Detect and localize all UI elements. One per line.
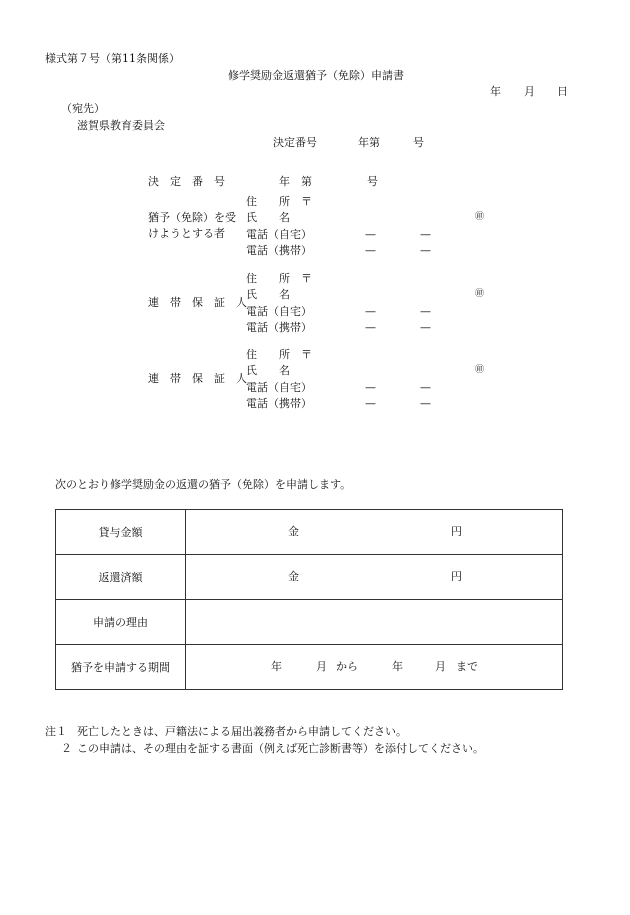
phone-home-dash-2: — xyxy=(420,381,431,394)
loan-amount-label: 貸与金額 xyxy=(56,510,186,555)
phone-home-label: 電話（自宅） xyxy=(246,381,312,394)
guarantor-label: 連 帯 保 証 人 xyxy=(148,372,247,385)
phone-home-dash-1: — xyxy=(365,381,376,394)
note-1-text: 死亡したときは、戸籍法による届出義務者から申請してください。 xyxy=(77,725,407,738)
phone-mobile-dash-1: — xyxy=(365,321,376,334)
phone-home-dash-1: — xyxy=(365,228,376,241)
decision-number-label: 決定番号 xyxy=(273,136,317,149)
phone-mobile-label: 電話（携帯） xyxy=(246,244,312,257)
table-row xyxy=(56,555,563,600)
reason-field[interactable] xyxy=(186,600,563,645)
phone-mobile-dash-2: — xyxy=(420,244,431,257)
loan-amount-field[interactable] xyxy=(186,510,563,555)
seal-mark: ㊞ xyxy=(475,289,485,299)
phone-mobile-dash-1: — xyxy=(365,244,376,257)
note-1-number: 注１ xyxy=(45,725,67,738)
name-label: 氏 名 xyxy=(246,211,290,224)
application-statement: 次のとおり修学奨励金の返還の猶予（免除）を申請します。 xyxy=(55,478,352,491)
repaid-amount-label: 返還済額 xyxy=(56,555,186,600)
date-month-label: 月 xyxy=(524,85,535,98)
money-prefix: 金 xyxy=(288,570,299,583)
table-row xyxy=(56,510,563,555)
period-from: から xyxy=(336,660,358,673)
block-decision-year: 年 第 xyxy=(279,175,312,188)
period-until: まで xyxy=(456,660,478,673)
table-row xyxy=(56,600,563,645)
phone-home-label: 電話（自宅） xyxy=(246,305,312,318)
name-label: 氏 名 xyxy=(246,364,290,377)
phone-mobile-dash-1: — xyxy=(365,397,376,410)
date-year-label: 年 xyxy=(490,85,501,98)
money-suffix: 円 xyxy=(451,570,462,583)
application-table xyxy=(55,509,563,690)
phone-mobile-dash-2: — xyxy=(420,397,431,410)
decision-year-label: 年第 xyxy=(358,136,380,149)
phone-home-label: 電話（自宅） xyxy=(246,228,312,241)
block-decision-no: 号 xyxy=(367,175,378,188)
repaid-amount-field[interactable] xyxy=(186,555,563,600)
seal-mark: ㊞ xyxy=(475,365,485,375)
address-label: 住 所 〒 xyxy=(246,195,312,208)
addressee-name: 滋賀県教育委員会 xyxy=(77,119,165,132)
block-decision-label: 決 定 番 号 xyxy=(148,175,225,188)
period-month-2: 月 xyxy=(435,660,446,673)
money-prefix: 金 xyxy=(288,525,299,538)
addressee-prefix: （宛先） xyxy=(61,102,105,115)
phone-home-dash-1: — xyxy=(365,305,376,318)
phone-home-dash-2: — xyxy=(420,228,431,241)
period-year-2: 年 xyxy=(392,660,403,673)
phone-mobile-dash-2: — xyxy=(420,321,431,334)
applicant-label-line1: 猶予（免除）を受 xyxy=(148,211,236,224)
period-month-1: 月 xyxy=(316,660,327,673)
note-2-number: ２ xyxy=(61,742,72,755)
period-field[interactable] xyxy=(186,645,563,690)
phone-home-dash-2: — xyxy=(420,305,431,318)
address-label: 住 所 〒 xyxy=(246,272,312,285)
guarantor-label: 連 帯 保 証 人 xyxy=(148,296,247,309)
form-number: 様式第７号（第11条関係） xyxy=(45,52,180,65)
decision-no-label: 号 xyxy=(413,136,424,149)
money-suffix: 円 xyxy=(451,525,462,538)
document-title: 修学奨励金返還猶予（免除）申請書 xyxy=(228,69,404,82)
name-label: 氏 名 xyxy=(246,288,290,301)
period-label: 猶予を申請する期間 xyxy=(56,645,186,690)
address-label: 住 所 〒 xyxy=(246,348,312,361)
period-year-1: 年 xyxy=(271,660,282,673)
phone-mobile-label: 電話（携帯） xyxy=(246,397,312,410)
table-row xyxy=(56,645,563,690)
date-day-label: 日 xyxy=(557,85,568,98)
seal-mark: ㊞ xyxy=(475,212,485,222)
reason-label: 申請の理由 xyxy=(56,600,186,645)
phone-mobile-label: 電話（携帯） xyxy=(246,321,312,334)
note-2-text: この申請は、その理由を証する書面（例えば死亡診断書等）を添付してください。 xyxy=(77,742,484,755)
applicant-label-line2: けようとする者 xyxy=(148,227,225,240)
